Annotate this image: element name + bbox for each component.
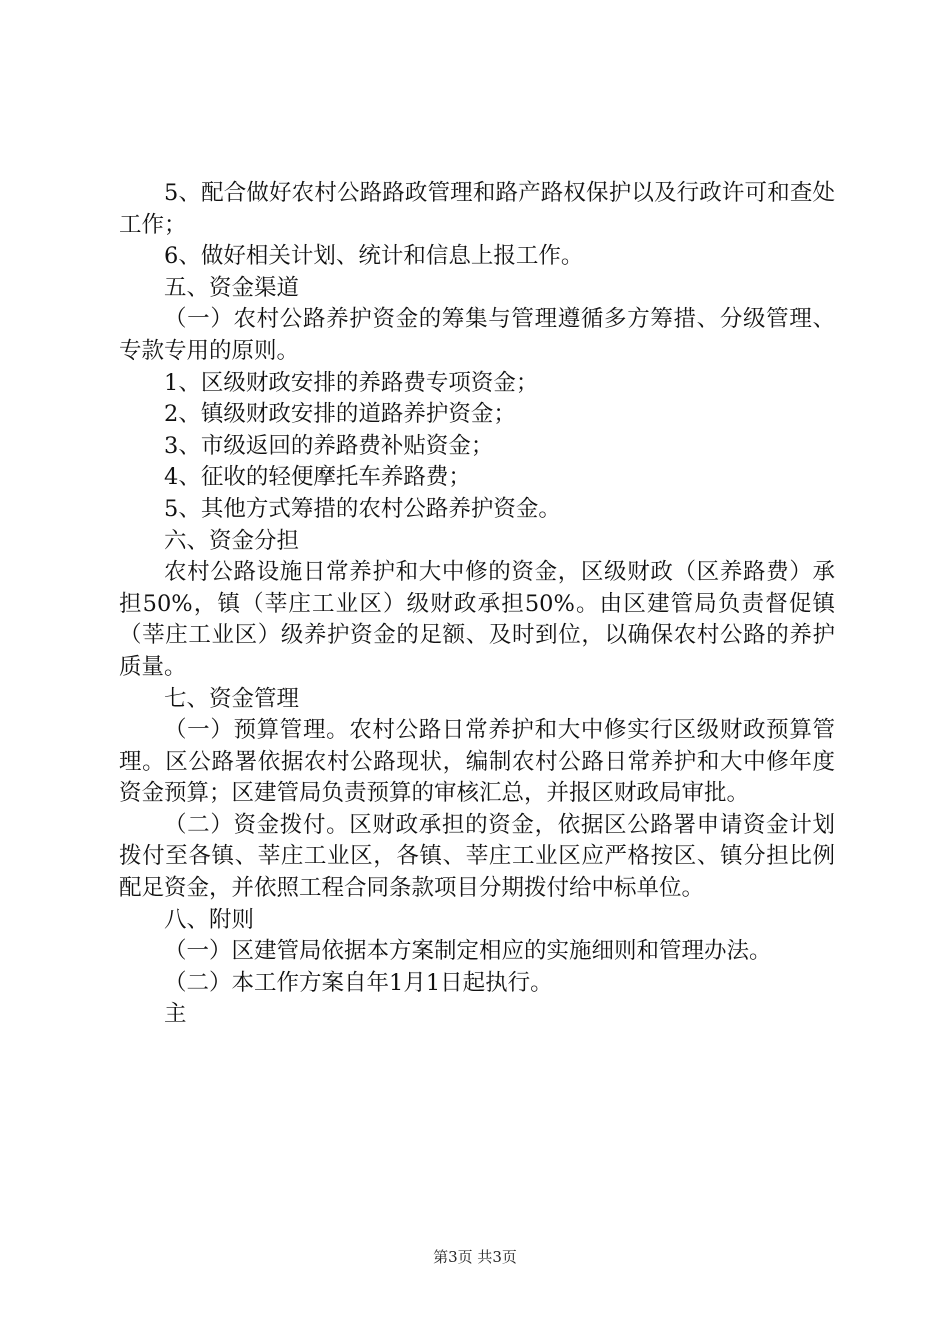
paragraph: （一）区建管局依据本方案制定相应的实施细则和管理办法。 <box>164 938 772 965</box>
paragraph: 主 <box>164 1001 187 1028</box>
paragraph: （一）农村公路养护资金的筹集与管理遵循多方筹措、分级管理、专款专用的原则。 <box>119 306 835 364</box>
paragraph: （二）本工作方案自年1月1日起执行。 <box>164 969 553 996</box>
paragraph: 6、做好相关计划、统计和信息上报工作。 <box>164 243 584 270</box>
list-item: 1、区级财政安排的养路费专项资金； <box>164 369 539 396</box>
paragraph: （二）资金拨付。区财政承担的资金，依据区公路署申请资金计划拨付至各镇、莘庄工业区，各镇、莘庄工业区应严格按区、镇分担比例配足资金，并依照工程合同条款项目分期拨付给中标单位。 <box>119 811 835 902</box>
paragraph: （一）预算管理。农村公路日常养护和大中修实行区级财政预算管理。区公路署依据农村公路现状，编制农村公路日常养护和大中修年度资金预算；区建管局负责预算的审核汇总，并报区财政局审批。 <box>119 717 835 807</box>
section-heading: 六、资金分担 <box>164 527 300 554</box>
paragraph: 5、配合做好农村公路路政管理和路产路权保护以及行政许可和查处工作； <box>119 180 835 238</box>
list-item: 3、市级返回的养路费补贴资金； <box>164 432 494 459</box>
section-heading: 七、资金管理 <box>164 685 300 712</box>
list-item: 2、镇级财政安排的道路养护资金； <box>164 401 516 428</box>
list-item: 5、其他方式筹措的农村公路养护资金。 <box>164 495 561 522</box>
paragraph: 农村公路设施日常养护和大中修的资金，区级财政（区养路费）承担50%，镇（莘庄工业区）级财政承担50%。由区建管局负责督促镇（莘庄工业区）级养护资金的足额、及时到位，以确保农村公路的养护质量。 <box>119 559 835 680</box>
section-heading: 五、资金渠道 <box>164 274 300 301</box>
page-footer: 第3页 共3页 <box>433 1248 517 1266</box>
section-heading: 八、附则 <box>164 906 255 933</box>
document-body <box>119 178 835 1031</box>
list-item: 4、征收的轻便摩托车养路费； <box>164 464 471 491</box>
